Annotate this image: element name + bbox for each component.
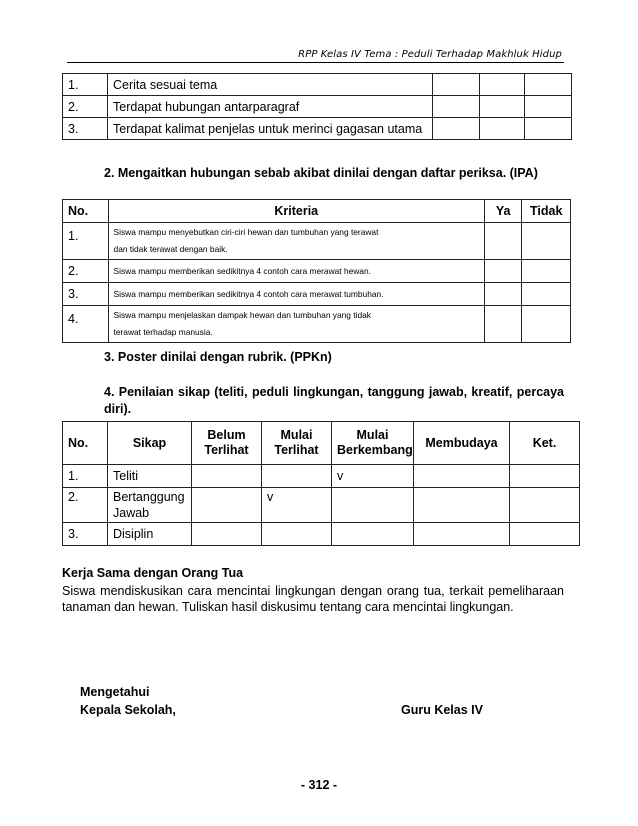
score-cell [433,118,480,140]
note-cell [510,488,580,523]
criteria-text: Siswa mampu memberikan sedikitnya 4 contoh cara merawat hewan. [108,260,484,283]
criteria-text: Siswa mampu memberikan sedikitnya 4 contoh cara merawat tumbuhan. [108,283,484,306]
header-ya: Ya [484,200,521,223]
score-cell [192,465,262,488]
header-tidak: Tidak [522,200,571,223]
score-cell [414,488,510,523]
row-number: 2. [63,488,108,523]
section-2-heading: 2. Mengaitkan hubungan sebab akibat dinilai dengan daftar periksa. (IPA) [104,166,538,180]
attitude-table [62,421,580,546]
row-number: 3. [63,523,108,546]
criteria-line: terawat terhadap manusia. [113,327,213,337]
check-ya [484,283,521,306]
row-number: 2. [63,260,109,283]
header-no: No. [63,422,108,465]
table-row [63,523,580,546]
criteria-text: Terdapat hubungan antarparagraf [108,96,433,118]
table-row [63,223,571,260]
score-cell [192,488,262,523]
section-4-heading: 4. Penilaian sikap (teliti, peduli lingkungan, tanggung jawab, kreatif, percaya diri). [104,385,564,416]
rubric-table-continued [62,73,572,140]
row-number: 3. [63,118,108,140]
parent-cooperation-title: Kerja Sama dengan Orang Tua [62,566,244,580]
header-line: Berkembang [337,443,413,457]
header-membudaya: Membudaya [414,422,510,465]
running-header: RPP Kelas IV Tema : Peduli Terhadap Makhluk Hidup [298,49,562,60]
score-cell [332,488,414,523]
score-cell [480,74,525,96]
signature-acknowledged: Mengetahui [80,685,150,699]
criteria-text: Cerita sesuai tema [108,74,433,96]
check-mark: v [262,488,332,523]
score-cell [433,96,480,118]
table-row [63,118,572,140]
header-sikap: Sikap [108,422,192,465]
table-row [63,306,571,343]
signature-principal: Kepala Sekolah, [80,703,176,717]
score-cell [414,523,510,546]
criteria-text: Terdapat kalimat penjelas untuk merinci gagasan utama [108,118,433,140]
page-number: - 312 - [300,778,338,792]
check-tidak [522,223,571,260]
row-number: 1. [63,223,109,260]
table-header-row [63,200,571,223]
check-tidak [522,283,571,306]
note-cell [510,465,580,488]
checklist-table [62,199,571,343]
header-line: Mulai [280,428,313,442]
note-cell [510,523,580,546]
row-number: 3. [63,283,109,306]
header-no: No. [63,200,109,223]
score-cell [262,523,332,546]
row-number: 1. [63,74,108,96]
criteria-line: Siswa mampu menjelaskan dampak hewan dan tumbuhan yang tidak [113,310,371,320]
header-mulai-berkembang [332,422,414,465]
table-row [63,96,572,118]
header-line: Mulai [356,428,389,442]
attitude-name: Disiplin [108,523,192,546]
attitude-name: Teliti [108,465,192,488]
score-cell [525,96,572,118]
check-tidak [522,260,571,283]
signature-teacher: Guru Kelas IV [401,703,483,717]
criteria-line: dan tidak terawat dengan baik. [113,244,228,254]
header-kriteria: Kriteria [108,200,484,223]
score-cell [332,523,414,546]
row-number: 1. [63,465,108,488]
criteria-text [108,223,484,260]
row-number: 4. [63,306,109,343]
score-cell [262,465,332,488]
table-row [63,260,571,283]
table-row [63,283,571,306]
row-number: 2. [63,96,108,118]
criteria-text [108,306,484,343]
score-cell [480,118,525,140]
check-ya [484,306,521,343]
check-tidak [522,306,571,343]
check-mark: v [332,465,414,488]
score-cell [480,96,525,118]
section-3-heading: 3. Poster dinilai dengan rubrik. (PPKn) [104,350,332,364]
header-ket: Ket. [510,422,580,465]
score-cell [414,465,510,488]
table-row [63,465,580,488]
header-line: Belum [207,428,246,442]
table-row [63,488,580,523]
attitude-line: Jawab [113,506,150,520]
criteria-line: Siswa mampu menyebutkan ciri-ciri hewan dan tumbuhan yang terawat [113,227,379,237]
check-ya [484,260,521,283]
header-line: Terlihat [274,443,319,457]
attitude-line: Bertanggung [113,490,185,504]
header-mulai-terlihat [262,422,332,465]
score-cell [525,118,572,140]
header-line: Terlihat [204,443,249,457]
table-header-row [63,422,580,465]
check-ya [484,223,521,260]
score-cell [192,523,262,546]
header-belum-terlihat [192,422,262,465]
table-row [63,74,572,96]
score-cell [433,74,480,96]
header-rule [67,62,564,63]
attitude-name [108,488,192,523]
score-cell [525,74,572,96]
parent-cooperation-body: Siswa mendiskusikan cara mencintai lingkungan dengan orang tua, terkait pemeliharaan tanaman dan hewan. Tuliskan hasil diskusimu tentang cara mencintai lingkungan. [62,584,564,614]
